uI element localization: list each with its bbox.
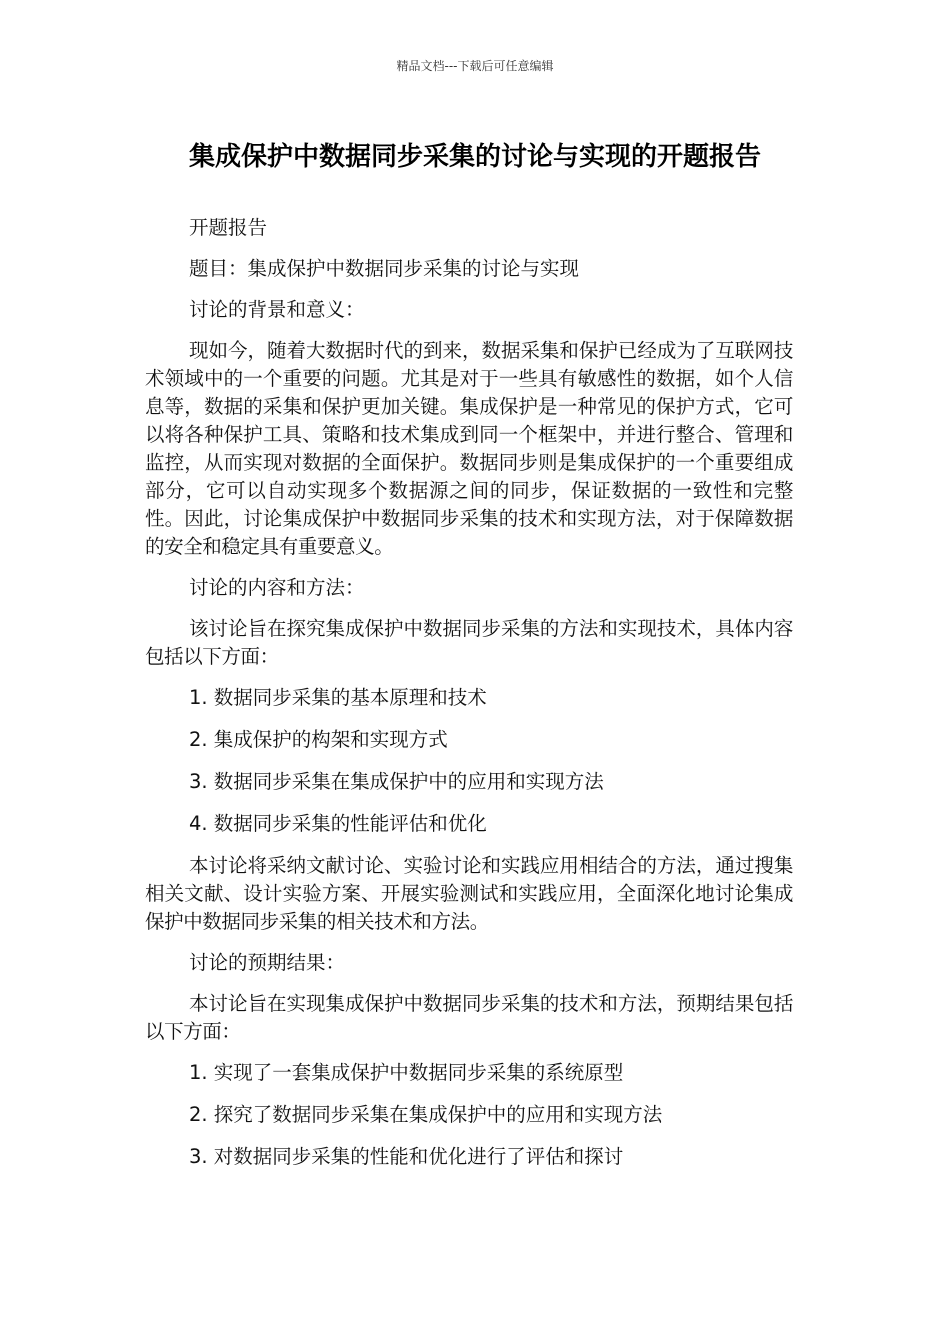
method-paragraph: 本讨论将采纳文献讨论、实验讨论和实践应用相结合的方法，通过搜集相关文献、设计实验方案、开展实验测试和实践应用，全面深化地讨论集成保护中数据同步采集的相关技术和方法。 [145,854,793,933]
background-heading: 讨论的背景和意义： [189,298,365,321]
content-list-item: 1. 数据同步采集的基本原理和技术 [189,686,487,709]
content-list-item: 4. 数据同步采集的性能评估和优化 [189,812,487,835]
results-list-item: 3. 对数据同步采集的性能和优化进行了评估和探讨 [189,1145,624,1168]
page-header-note: 精品文档---下载后可任意编辑 [396,59,554,73]
document-title: 集成保护中数据同步采集的讨论与实现的开题报告 [188,142,761,172]
results-list-item: 1. 实现了一套集成保护中数据同步采集的系统原型 [189,1061,624,1084]
report-label: 开题报告 [189,216,268,239]
content-list-item: 3. 数据同步采集在集成保护中的应用和实现方法 [189,770,604,793]
results-heading: 讨论的预期结果： [189,951,346,974]
topic-line: 题目：集成保护中数据同步采集的讨论与实现 [189,257,580,280]
results-list-item: 2. 探究了数据同步采集在集成保护中的应用和实现方法 [189,1103,663,1126]
results-intro-paragraph: 本讨论旨在实现集成保护中数据同步采集的技术和方法，预期结果包括以下方面： [145,992,793,1043]
background-paragraph: 现如今，随着大数据时代的到来，数据采集和保护已经成为了互联网技术领域中的一个重要的问题。尤其是对于一些具有敏感性的数据，如个人信息等，数据的采集和保护更加关键。集成保护是一种常见的保护方式，它可以将各种保护工具、策略和技术集成到同一个框架中，并进行整合、管理和监控，从而实现对数据的全面保护。数据同步则是集成保护的一个重要组成部分，它可以自动实现多个数据源之间的同步，保证数据的一致性和完整性。因此，讨论集成保护中数据同步采集的技术和实现方法，对于保障数据的安全和稳定具有重要意义。 [145,339,793,558]
content-heading: 讨论的内容和方法： [189,576,365,599]
content-list-item: 2. 集成保护的构架和实现方式 [189,728,448,751]
document-body [145,214,793,1185]
content-intro-paragraph: 该讨论旨在探究集成保护中数据同步采集的方法和实现技术，具体内容包括以下方面： [145,617,793,668]
